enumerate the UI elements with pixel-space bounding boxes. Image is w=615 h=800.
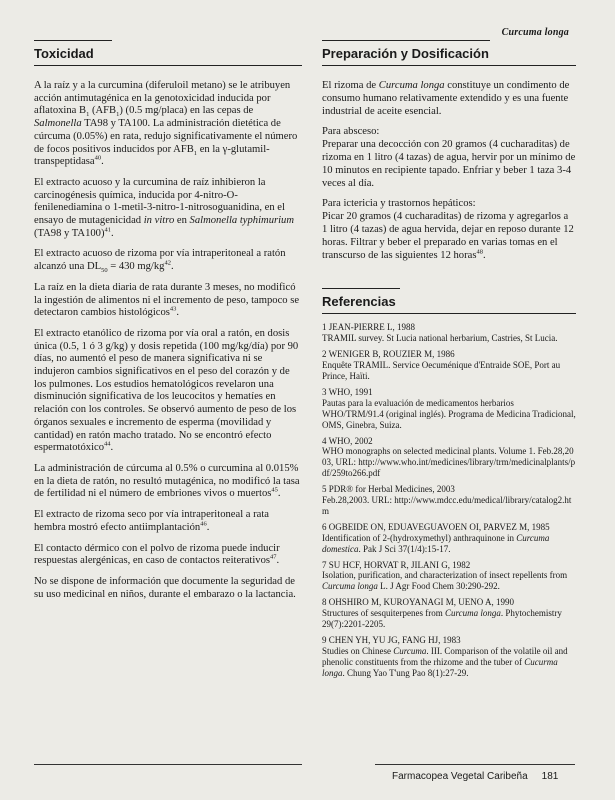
reference-item: 6 OGBEIDE ON, EDUAVEGUAVOEN OI, PARVEZ M, 1985 Identification of 2-(hydroxymethyl) anthraquinone in Curcuma domestica. Pak J Sci 37(1/4):15-17. bbox=[322, 521, 550, 554]
section-underline bbox=[34, 65, 302, 66]
reference-item: 9 CHEN YH, YU JG, FANG HJ, 1983 Studies on Chinese Curcuma. III. Comparison of the volatile oil and phenolic constituents from the rhizome and the tuber of Cucurma longa. Chung Yao T'ung Pao 8(1):27-29. bbox=[322, 635, 568, 678]
section-rule bbox=[322, 40, 490, 41]
right-column bbox=[322, 40, 576, 684]
absceso-instructions: Para absceso: Preparar una decocción con 20 gramos (4 cucharaditas) de rizoma en 1 litro (4 tazas) de agua, hervir por un mínimo de 10 minutos en recipiente tapado. Enfriar y beber 1 taza 3-4 veces al día. bbox=[322, 126, 576, 189]
toxicidad-paragraph-1: A la raíz y a la curcumina (diferuloil metano) se le atribuyen acción antimutagénica en la genotoxicidad inducida por aflatoxina $B_1$ $(AFB_1)$ (0.5 mg/placa) en las cepas de Salmonella TA98 y TA100. La administración dietética de cúrcuma (0.05%) en rata, redujo significativamente el número de focos positivos inducidos por $AFB_1$ en la γ-glutamil-transpeptidasa$^{40}$. bbox=[34, 80, 298, 168]
ictericia-label: Para ictericia y trastornos hepáticos: bbox=[322, 198, 476, 210]
section-underline bbox=[322, 65, 576, 66]
footer-rule bbox=[375, 764, 575, 765]
footer-rule bbox=[34, 764, 302, 765]
absceso-label: Para absceso: bbox=[322, 126, 380, 138]
section-rule bbox=[322, 288, 400, 289]
reference-item: 7 SU HCF, HORVAT R, JILANI G, 1982 Isolation, purification, and characterization of insect repellents from Curcuma longa L. J Agr Food Chem 30:290-292. bbox=[322, 559, 568, 592]
reference-item: 1 JEAN-PIERRE L, 1988 TRAMIL survey. St Lucia national herbarium, Castries, St Lucia. bbox=[322, 322, 558, 344]
toxicidad-paragraph-8: El contacto dérmico con el polvo de rizoma puede inducir respuestas alergénicas, en caso de contactos reiterativos$^{47}$. bbox=[34, 542, 280, 567]
referencias-section bbox=[322, 288, 576, 678]
toxicidad-paragraph-6: La administración de cúrcuma al 0.5% o curcumina al 0.015% en la dieta de ratón, no resultó mutagénica, no modificó la tasa de fertilidad ni el número de embriones vivos o muertos$^{45}$. bbox=[34, 462, 300, 500]
toxicidad-paragraph-2: El extracto acuoso y la curcumina de raíz inhibieron la carcinogénesis química, inducida por 4-nitro-O-fenilenediamina o 1-metil-3-nitro-1-nitrosoguanidina, en el ensayo de mutagenicidad in vitro en Salmonella typhimurium (TA98 y TA100)$^{41}$. bbox=[34, 176, 295, 239]
toxicidad-paragraph-7: El extracto de rizoma seco por vía intraperitoneal a rata hembra mostró efecto antiimplantación$^{46}$. bbox=[34, 509, 270, 533]
toxicidad-paragraph-9: No se dispone de información que documente la seguridad de su uso medicinal en niños, durante el embarazo o la lactancia. bbox=[34, 575, 296, 600]
toxicidad-paragraph-5: El extracto etanólico de rizoma por vía oral a ratón, en dosis única (0.5, 1 ó 3 g/kg) y dosis repetida (100 mg/kg/día) por 90 días, no aumentó el peso de manera significativa ni se indujeron cambios significativos en el peso del corazón y de los pulmones. Los estudios hematológicos revelaron una disminución significativa de los leucocitos y hematíes en relación con los controles. Se observó aumento de peso de los órganos sexuales e incremento de esperma (movilidad y cantidad) en ratón macho tratado. No se encontró efecto espermatotóxico$^{44}$. bbox=[34, 327, 299, 454]
reference-item: 4 WHO, 2002 WHO monographs on selected medicinal plants. Volume 1. Feb.28,2003, URL: http://www.who.int/medicines/library/trm/medicinalplants/pdf/259to266.pdf bbox=[322, 435, 576, 479]
left-column bbox=[34, 40, 302, 609]
preparacion-heading: Preparación y Dosificación bbox=[322, 46, 489, 61]
publication-title: Farmacopea Vegetal Caribeña bbox=[392, 771, 528, 782]
section-underline bbox=[322, 313, 576, 314]
toxicidad-heading: Toxicidad bbox=[34, 46, 94, 61]
referencias-heading: Referencias bbox=[322, 294, 396, 310]
ictericia-instructions: Para ictericia y trastornos hepáticos: Picar 20 gramos (4 cucharaditas) de rizoma y agregarlos a 1 litro (4 tazas) de agua hervida, dejar en reposo durante 12 horas. Filtrar y beber el preparado en varias tomas en el transcurso de las siguientes 12 horas$^{48}$. bbox=[322, 198, 574, 261]
page-footer bbox=[392, 771, 558, 782]
running-head: Curcuma longa bbox=[501, 27, 569, 38]
toxicidad-paragraph-3: El extracto acuoso de rizoma por vía intraperitoneal a ratón alcanzó una $DL_{50} = 430$ $mg/kg^{42}$. bbox=[34, 248, 286, 275]
toxicidad-paragraph-4: La raíz en la dieta diaria de rata durante 3 meses, no modificó la ingestión de alimentos ni el incremento de peso, tampoco se detectaron cambios histológicos$^{43}$. bbox=[34, 281, 300, 319]
reference-item: 2 WENIGER B, ROUZIER M, 1986 Enquête TRAMIL. Service Oecuménique d'Entraide SOE, Port au Prince, Haïti. bbox=[322, 349, 561, 381]
reference-item: 8 OHSHIRO M, KUROYANAGI M, UENO A, 1990 Structures of sesquiterpenes from Curcuma longa. Phytochemistry 29(7):2201-2205. bbox=[322, 597, 562, 630]
reference-item: 5 PDR® for Herbal Medicines, 2003 Feb.28,2003. URL: http://www.mdcc.edu/medical/library/catalog2.htm bbox=[322, 484, 572, 516]
preparacion-paragraph-1: El rizoma de Curcuma longa constituye un condimento de consumo humano relativamente extendido y es una fuente industrial de aceite esencial. bbox=[322, 80, 570, 117]
reference-item: 3 WHO, 1991 Pautas para la evaluación de medicamentos herbarios WHO/TRM/91.4 (original inglés). Programa de Medicina Tradicional, OMS, Ginebra, Suiza. bbox=[322, 386, 576, 430]
page-number: 181 bbox=[541, 771, 559, 782]
section-rule bbox=[34, 40, 112, 41]
